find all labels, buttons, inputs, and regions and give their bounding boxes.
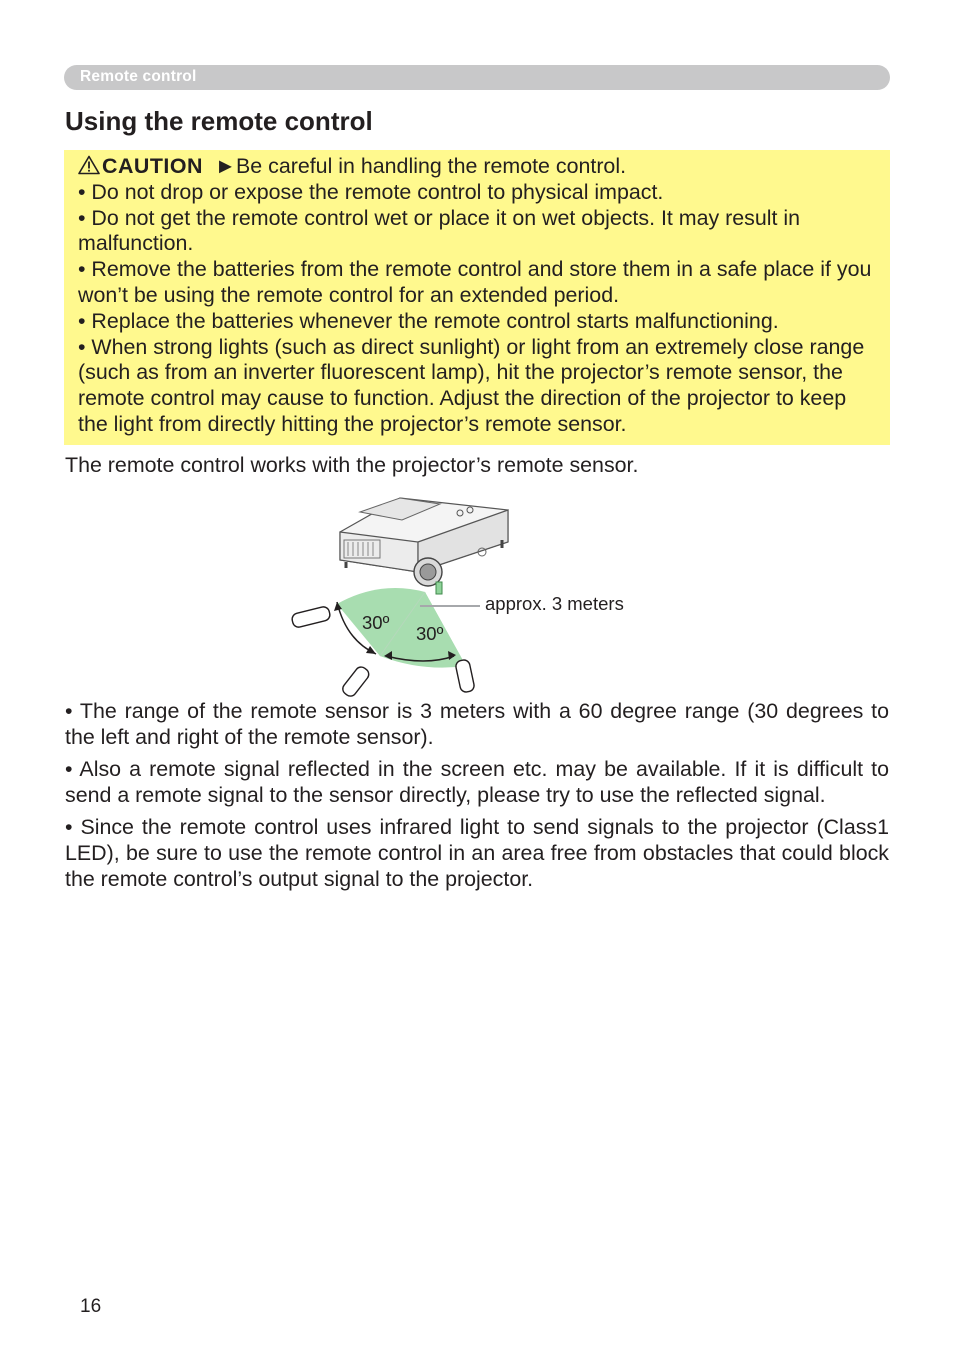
projector-illustration <box>340 498 508 594</box>
page-title: Using the remote control <box>65 106 373 136</box>
left-angle-label: 30º <box>362 612 390 633</box>
caution-lead-line <box>78 154 876 180</box>
distance-label: approx. 3 meters <box>485 593 624 614</box>
body-paragraph: • The range of the remote sensor is 3 meters with a 60 degree range (30 degrees to the left and right of the remote sensor). <box>65 699 889 749</box>
warning-triangle-icon <box>78 155 100 175</box>
body-paragraph: • Also a remote signal reflected in the screen etc. may be available. If it is difficult to send a remote signal to the sensor directly, please try to use the reflected signal. <box>65 757 889 807</box>
caution-item: • When strong lights (such as direct sunlight) or light from an extremely close range (such as from an inverter fluorescent lamp), hit the projector’s remote sensor, the remote control may cause to function. Adjust the direction of the projector to keep the light from directly hitting the projector’s remote sensor. <box>78 334 865 436</box>
caution-box <box>64 150 890 445</box>
body-paragraph: • Since the remote control uses infrared light to send signals to the projector (Class1 LED), be sure to use the remote control in an area free from obstacles that could block the remote control’s output signal to the projector. <box>65 815 889 891</box>
caution-item: • Replace the batteries whenever the remote control starts malfunctioning. <box>78 308 779 333</box>
right-angle-label: 30º <box>416 623 444 644</box>
section-header-label: Remote control <box>80 68 197 85</box>
caution-item: • Remove the batteries from the remote control and store them in a safe place if you won’t be using the remote control for an extended period. <box>78 257 872 307</box>
remote-control-icon <box>340 665 371 699</box>
remote-control-icon <box>455 659 475 693</box>
caution-item: • Do not drop or expose the remote control to physical impact. <box>78 179 664 204</box>
caution-lead-text: ►Be careful in handling the remote control. <box>214 154 627 178</box>
remote-range-illustration <box>280 480 660 700</box>
remote-control-icon <box>291 606 331 629</box>
section-header-bar <box>64 65 890 90</box>
remote-range-figure <box>280 480 660 700</box>
intro-text: The remote control works with the projector’s remote sensor. <box>65 453 639 477</box>
caution-item: • Do not get the remote control wet or place it on wet objects. It may result in malfunction. <box>78 205 801 256</box>
page-number: 16 <box>80 1296 102 1317</box>
caution-label: CAUTION <box>102 154 203 178</box>
